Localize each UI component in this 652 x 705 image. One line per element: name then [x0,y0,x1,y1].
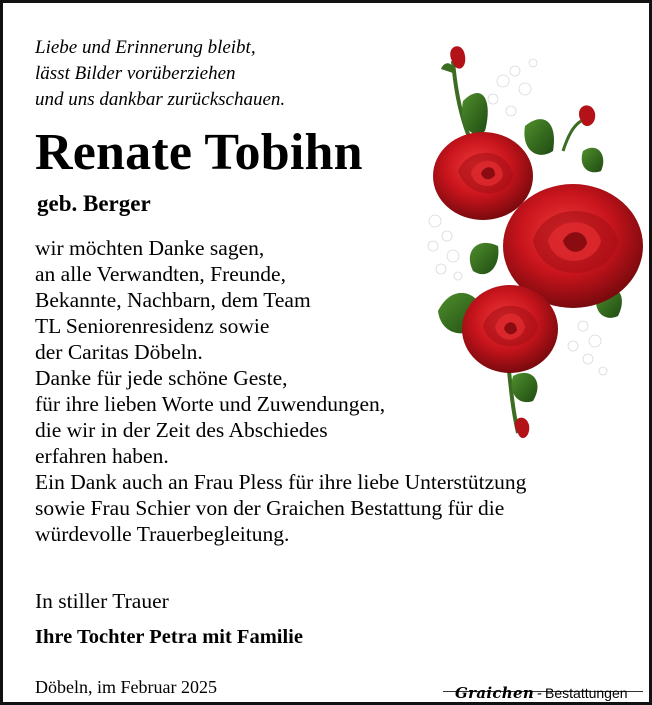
message-line: Danke für jede schöne Geste, [35,366,288,390]
logo-word: Bestattungen [545,685,628,701]
red-roses-bouquet-icon [413,41,652,451]
message-line: erfahren haben. [35,444,169,468]
message-line: Ein Dank auch an Frau Pless für ihre liebe Unterstützung [35,470,527,494]
message-line: TL Seniorenresidenz sowie [35,314,270,338]
message-line: der Caritas Döbeln. [35,340,203,364]
message-line: an alle Verwandten, Freunde, [35,262,286,286]
message-line: die wir in der Zeit des Abschiedes [35,418,328,442]
message-line: würdevolle Trauerbegleitung. [35,522,290,546]
message-line: wir möchten Danke sagen, [35,236,265,260]
poem [35,35,285,113]
poem-line: und uns dankbar zurückschauen. [35,89,286,110]
family-signature: Ihre Tochter Petra mit Familie [35,626,303,648]
logo-script-text: Graichen [455,684,535,702]
place-and-date: Döbeln, im Februar 2025 [35,677,217,697]
maiden-name: geb. Berger [37,191,151,216]
logo-separator: - [537,685,543,702]
deceased-name: Renate Tobihn [35,124,363,181]
poem-line: lässt Bilder vorüberziehen [35,63,236,84]
message-line: für ihre lieben Worte und Zuwendungen, [35,392,386,416]
message-line: sowie Frau Schier von der Graichen Bestattung für die [35,496,505,520]
funeral-home-logo [455,684,628,703]
mourning-line: In stiller Trauer [35,589,169,613]
message-line: Bekannte, Nachbarn, dem Team [35,288,311,312]
poem-line: Liebe und Erinnerung bleibt, [35,37,256,58]
